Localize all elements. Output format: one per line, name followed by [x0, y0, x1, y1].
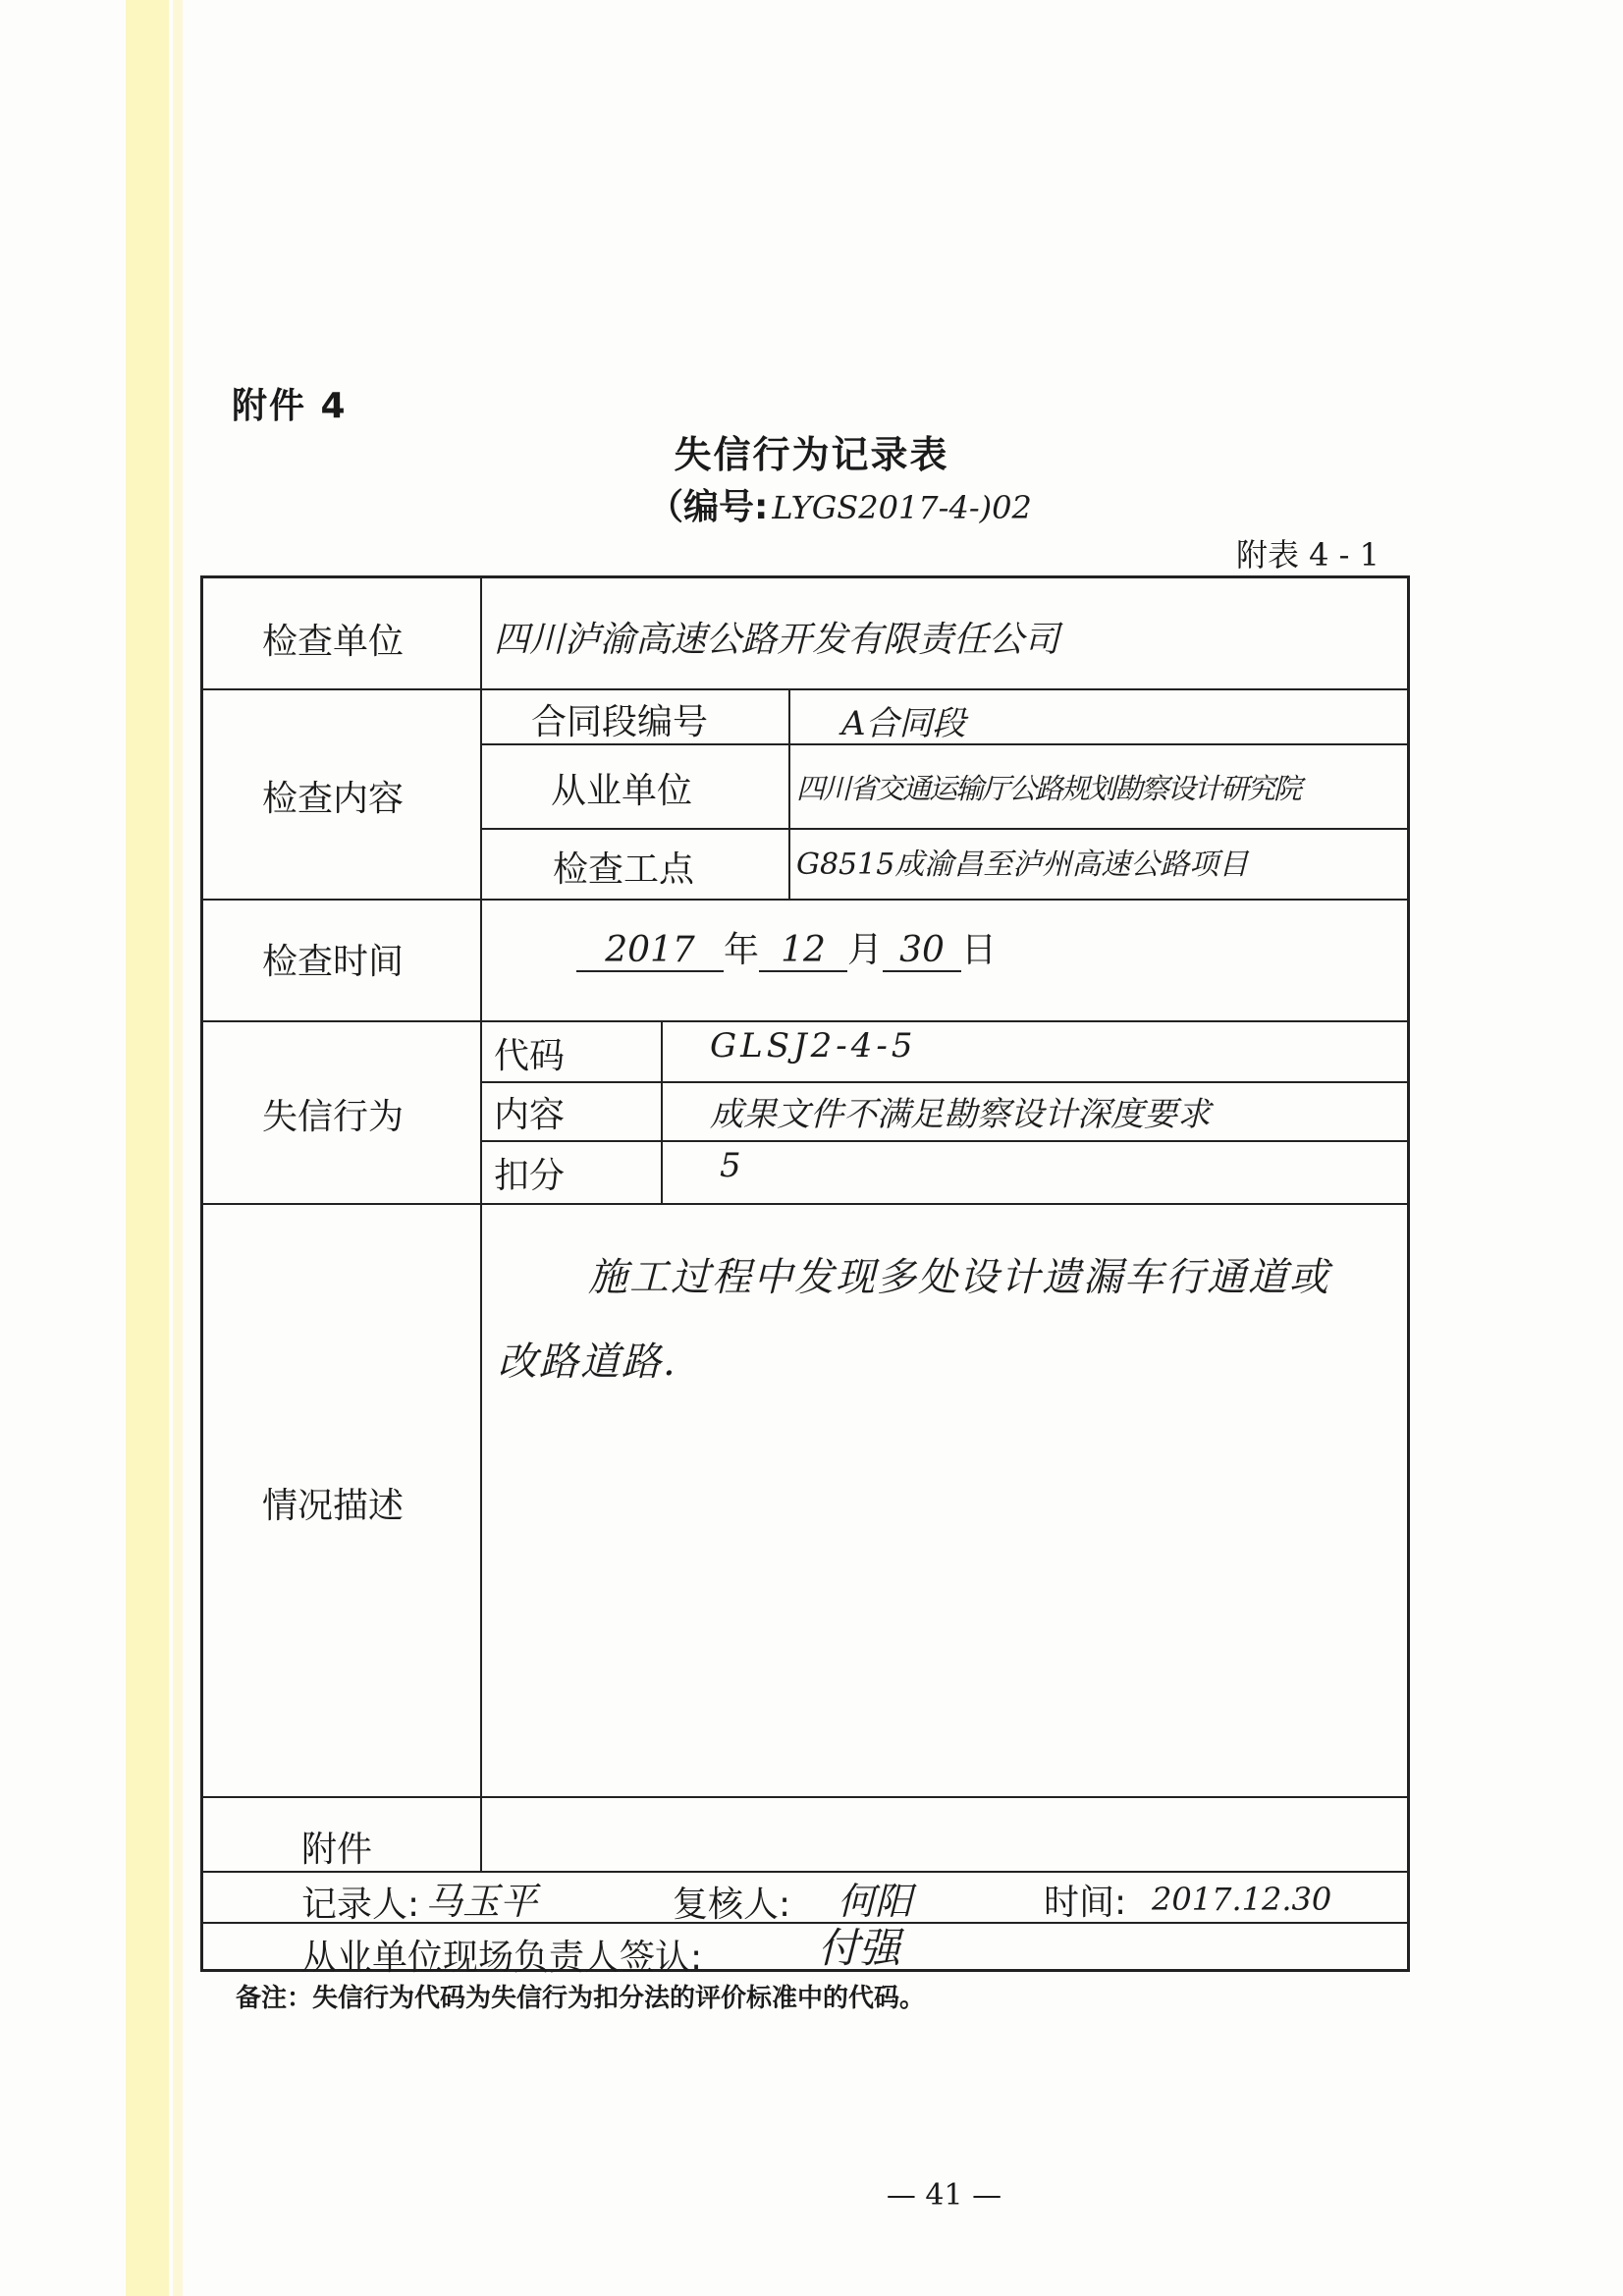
page-title: 失信行为记录表 — [674, 433, 949, 476]
row-divider — [203, 688, 1407, 690]
behavior-code-value: GLSJ2-4-5 — [710, 1026, 917, 1066]
row-divider — [203, 1020, 1407, 1022]
inspection-content-label: 检查内容 — [262, 779, 405, 819]
behavior-content-value: 成果文件不满足勘察设计深度要求 — [710, 1095, 1211, 1134]
recorder-label: 记录人: — [301, 1885, 420, 1925]
scan-stripe-left-inner — [173, 0, 183, 2296]
situation-description-label: 情况描述 — [262, 1486, 405, 1526]
contract-section-value: A合同段 — [841, 704, 966, 743]
attachment-number-label: 附件 4 — [232, 386, 348, 426]
sub-row-divider — [480, 1081, 1407, 1083]
behavior-content-label: 内容 — [494, 1095, 566, 1135]
situation-description-line-2: 改路道路. — [498, 1339, 677, 1385]
practitioner-unit-label: 从业单位 — [551, 771, 693, 811]
label-column-divider — [480, 578, 482, 1871]
practitioner-unit-value: 四川省交通运输厅公路规划勘察设计研究院 — [796, 772, 1301, 805]
inspection-month: 12 — [759, 930, 847, 972]
inspection-year: 2017 — [576, 930, 724, 972]
attachment-label: 附件 — [301, 1830, 373, 1870]
inspection-unit-value: 四川泸渝高速公路开发有限责任公司 — [494, 620, 1060, 660]
inspection-unit-label: 检查单位 — [262, 622, 405, 662]
day-unit: 日 — [961, 930, 998, 970]
sub-row-divider — [480, 1140, 1407, 1142]
behavior-code-label: 代码 — [494, 1036, 566, 1076]
row-divider — [203, 1796, 1407, 1798]
month-unit: 月 — [847, 930, 884, 970]
row-divider — [203, 899, 1407, 901]
record-form-table — [200, 575, 1410, 1978]
row-divider — [203, 1203, 1407, 1205]
behavior-column-divider — [661, 1020, 663, 1203]
footnote: 备注：失信行为代码为失信行为扣分法的评价标准中的代码。 — [236, 1984, 926, 2013]
serial-value: LYGS2017-4-)02 — [772, 489, 1032, 526]
inspection-day: 30 — [883, 930, 961, 972]
record-time-label: 时间: — [1044, 1883, 1127, 1923]
page-number: — 41 — — [886, 2178, 1002, 2213]
contract-section-label: 合同段编号 — [531, 702, 709, 742]
table-label: 附表 4 - 1 — [1235, 536, 1380, 574]
site-manager-label: 从业单位现场负责人签认: — [301, 1938, 703, 1978]
dishonest-behavior-label: 失信行为 — [262, 1097, 405, 1137]
deduction-label: 扣分 — [494, 1156, 566, 1196]
row-divider — [203, 1871, 1407, 1873]
reviewer-label: 复核人: — [673, 1885, 791, 1925]
situation-description-line-1: 施工过程中发现多处设计遗漏车行通道或 — [588, 1255, 1330, 1300]
record-time-value: 2017.12.30 — [1152, 1881, 1332, 1918]
inspection-date — [576, 922, 997, 972]
sub-row-divider — [480, 828, 1407, 830]
scan-stripe-left — [126, 0, 169, 2296]
year-unit: 年 — [724, 930, 760, 970]
deduction-value: 5 — [720, 1146, 741, 1185]
serial-prefix: （编号: — [648, 487, 769, 527]
content-column-divider — [788, 688, 790, 899]
inspection-site-label: 检查工点 — [553, 849, 695, 890]
recorder-signature: 马玉平 — [425, 1880, 538, 1923]
inspection-time-label: 检查时间 — [262, 942, 405, 982]
serial-number-row — [648, 479, 1032, 529]
reviewer-signature: 何阳 — [838, 1880, 913, 1923]
inspection-site-value: G8515成渝昌至泸州高速公路项目 — [796, 847, 1249, 882]
site-manager-signature: 付强 — [818, 1924, 901, 1972]
